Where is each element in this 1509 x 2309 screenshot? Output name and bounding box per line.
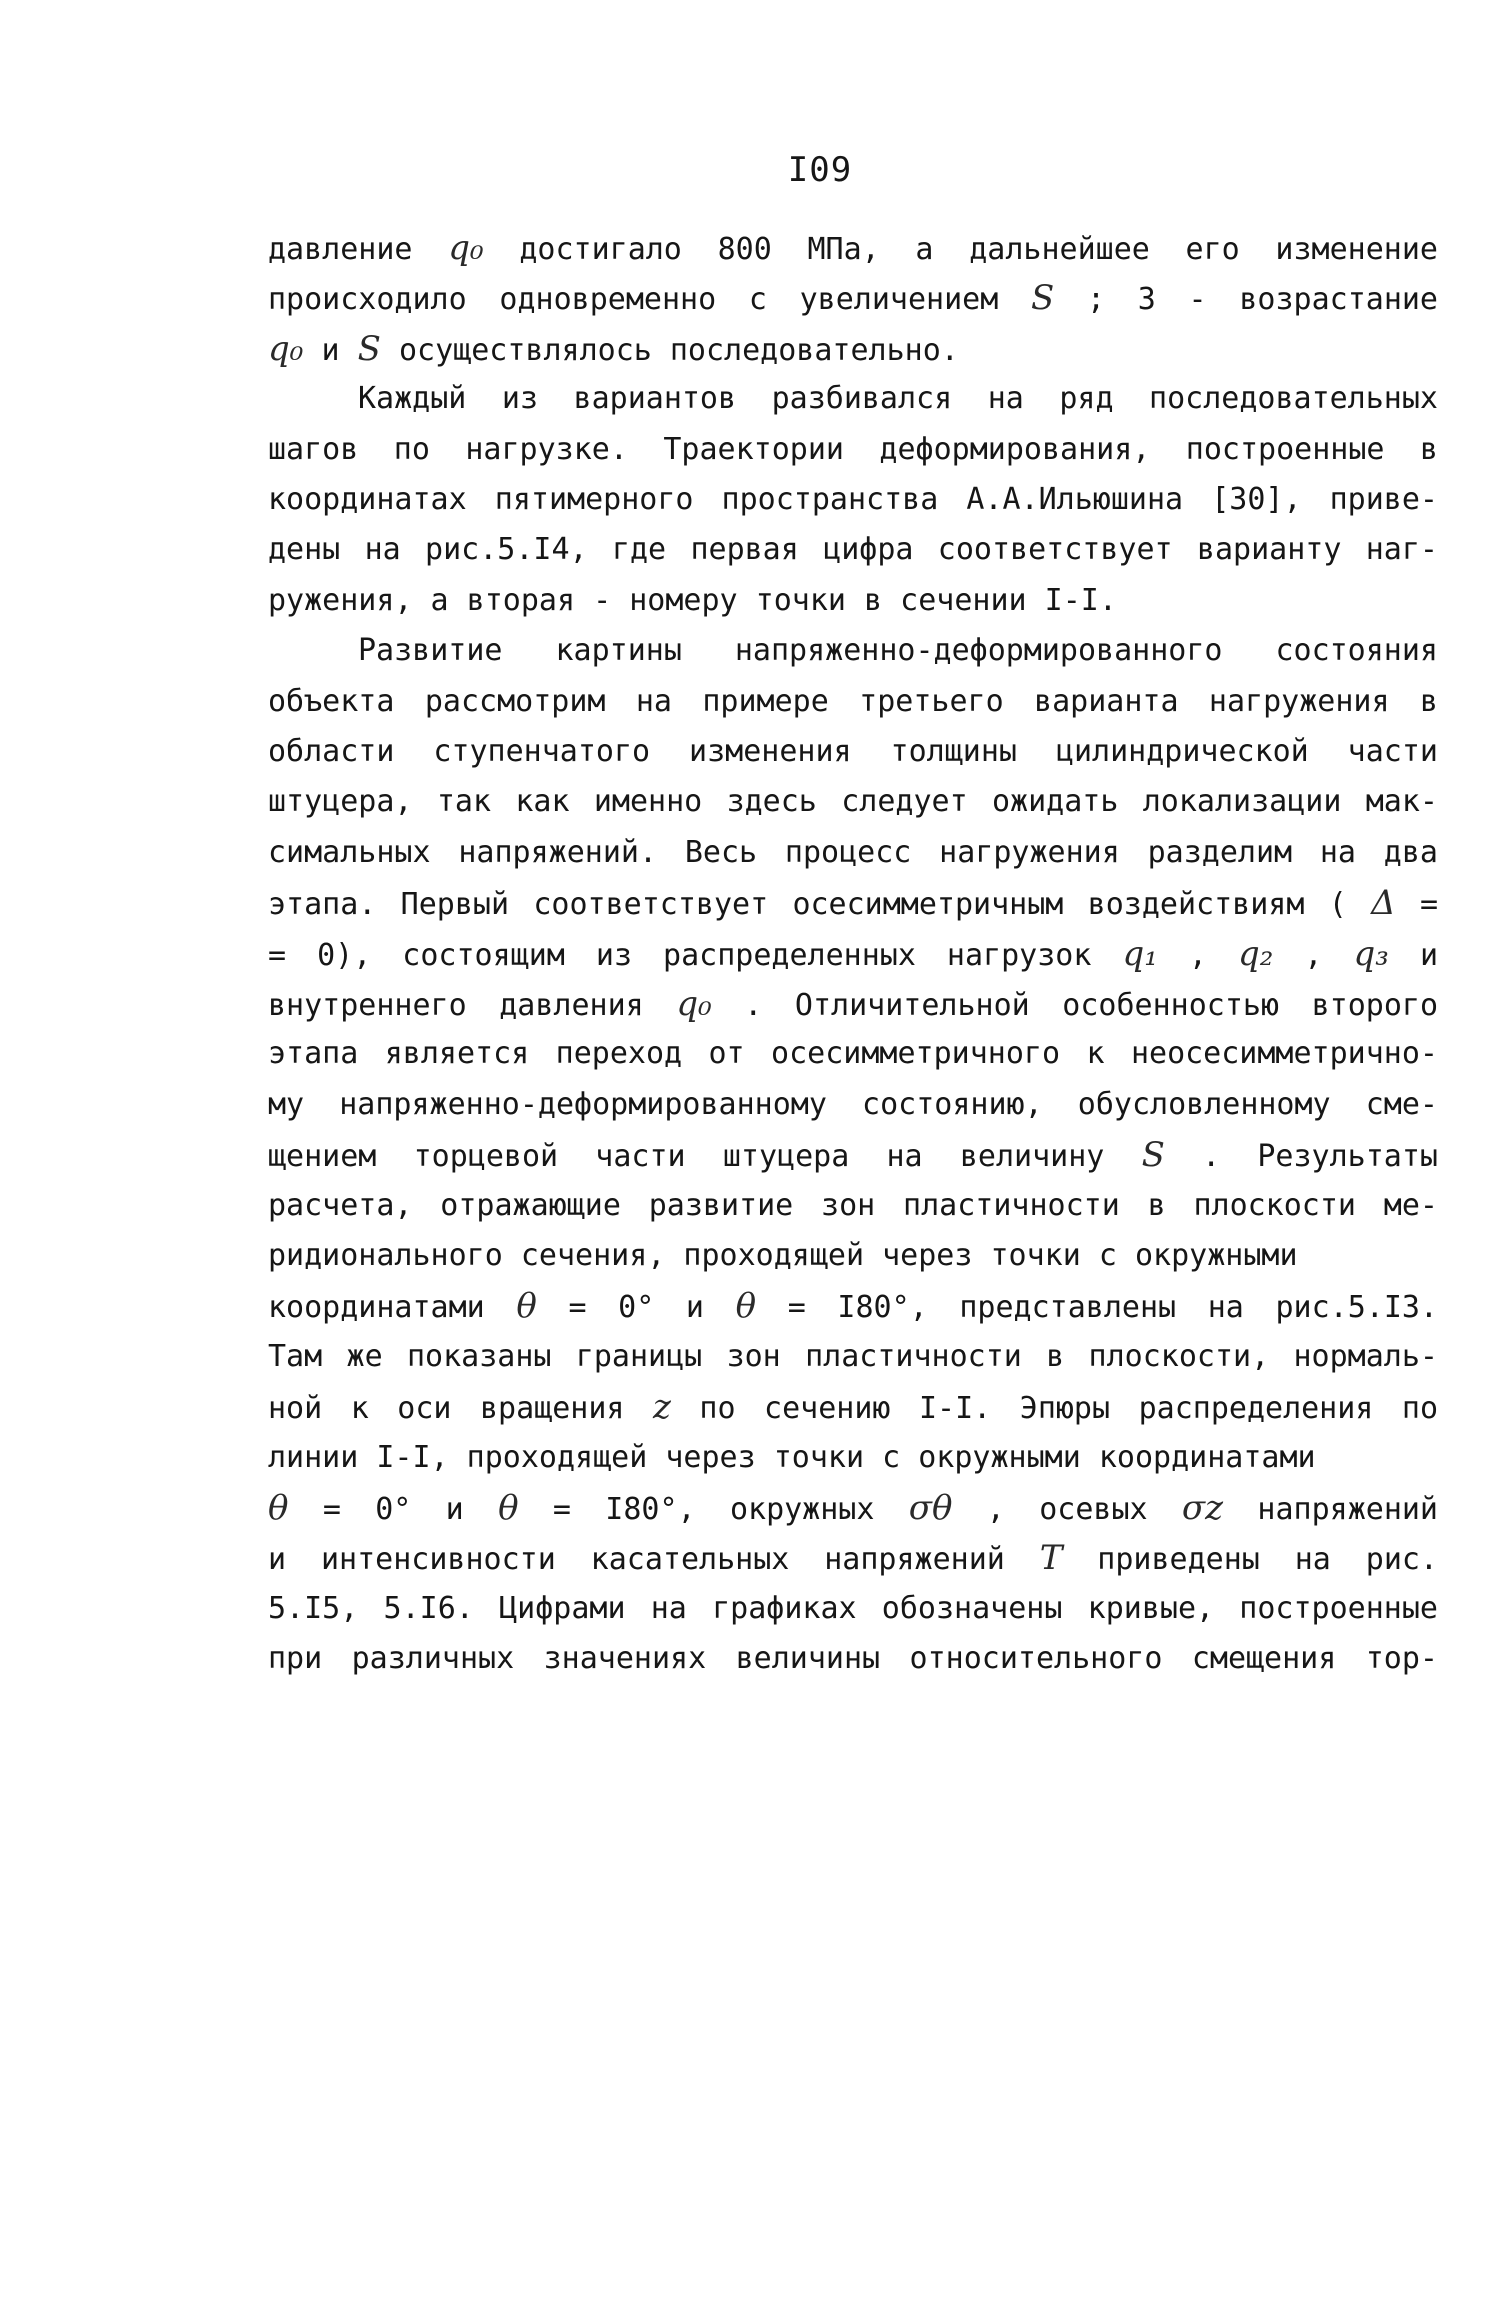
- text-fragment: этапа является переход от осесимметричного к неосесимметрично-: [268, 1036, 1438, 1072]
- handwritten-symbol: S: [357, 328, 381, 369]
- text-fragment: 5.I5, 5.I6. Цифрами на графиках обозначены кривые, построенные: [268, 1590, 1438, 1626]
- text-line: [268, 1331, 1438, 1383]
- text-fragment: достигало 800 МПа, а дальнейшее его изменение: [483, 232, 1438, 267]
- text-line: [268, 474, 1438, 526]
- text-fragment: = 0), состоящим из распределенных нагрузок: [268, 937, 1123, 973]
- text-line: [268, 272, 1438, 324]
- handwritten-symbol: θ: [735, 1286, 757, 1327]
- text-fragment: = I80°, окружных: [518, 1492, 909, 1527]
- handwritten-symbol: S: [1141, 1135, 1165, 1176]
- text-fragment: по сечению I-I. Эпюры распределения по: [670, 1391, 1438, 1427]
- text-line: [268, 928, 1438, 980]
- text-line: [268, 1633, 1438, 1685]
- text-line: [268, 1381, 1438, 1433]
- text-line: [268, 575, 1438, 627]
- text-line: [268, 877, 1438, 929]
- text-fragment: Каждый из вариантов разбивался на ряд последовательных: [358, 381, 1438, 417]
- text-fragment: му напряженно-деформированному состоянию, обусловленному сме-: [268, 1086, 1438, 1122]
- text-fragment: внутреннего давления: [268, 988, 677, 1023]
- text-fragment: ридионального сечения, проходящей через точки с окружными: [268, 1238, 1298, 1273]
- page-number: I09: [787, 150, 853, 190]
- text-fragment: области ступенчатого изменения толщины цилиндрической части: [268, 734, 1438, 769]
- text-fragment: при различных значениях величины относительного смещения тор-: [268, 1641, 1438, 1677]
- text-fragment: напряжений: [1223, 1492, 1438, 1527]
- text-line: [268, 978, 1438, 1030]
- text-fragment: и: [303, 332, 358, 368]
- handwritten-symbol: θ: [516, 1286, 537, 1327]
- text-line: [268, 1079, 1438, 1131]
- text-line: [268, 1280, 1438, 1332]
- handwritten-symbol: T: [1039, 1538, 1063, 1579]
- text-fragment: осуществлялось последовательно.: [380, 332, 959, 368]
- text-line: [268, 676, 1438, 728]
- handwritten-symbol: q₂: [1237, 933, 1274, 974]
- text-fragment: штуцера, так как именно здесь следует ожидать локализации мак-: [268, 784, 1438, 820]
- text-fragment: давление: [268, 232, 449, 267]
- handwritten-symbol: θ: [498, 1488, 519, 1528]
- handwritten-symbol: q₀: [676, 984, 712, 1024]
- text-line: [268, 323, 1438, 375]
- text-fragment: и интенсивности касательных напряжений: [268, 1542, 1040, 1578]
- text-line: [268, 1028, 1438, 1080]
- text-fragment: координатах пятимерного пространства А.А.Ильюшина [30], приве-: [268, 482, 1438, 517]
- text-line: [268, 776, 1438, 828]
- text-fragment: шагов по нагрузке. Траектории деформирования, построенные в: [268, 431, 1438, 467]
- text-fragment: расчета, отражающие развитие зон пластичности в плоскости ме-: [268, 1187, 1438, 1223]
- text-line: [268, 1230, 1438, 1282]
- text-fragment: . Отличительной особенностью второго: [711, 988, 1438, 1023]
- handwritten-symbol: σθ: [908, 1488, 953, 1528]
- text-line: [268, 1583, 1438, 1635]
- text-line: [358, 625, 1438, 677]
- text-fragment: ружения, а вторая - номеру точки в сечении I-I.: [268, 582, 1117, 618]
- text-line: [268, 827, 1438, 879]
- text-line: [268, 1432, 1438, 1484]
- text-fragment: и: [1388, 937, 1438, 973]
- text-fragment: Там же показаны границы зон пластичности в плоскости, нормаль-: [268, 1338, 1438, 1374]
- handwritten-symbol: θ: [268, 1488, 289, 1528]
- text-fragment: ; 3 - возрастание: [1054, 282, 1438, 318]
- handwritten-symbol: S: [1031, 278, 1055, 319]
- text-fragment: дены на рис.5.I4, где первая цифра соответствует варианту наг-: [268, 532, 1438, 568]
- text-fragment: линии I-I, проходящей через точки с окружными координатами: [268, 1439, 1316, 1475]
- text-fragment: ной к оси вращения: [268, 1391, 653, 1427]
- text-fragment: объекта рассмотрим на примере третьего варианта нагружения в: [268, 683, 1438, 719]
- text-fragment: ,: [1157, 937, 1238, 973]
- text-fragment: ,: [1273, 937, 1354, 973]
- text-line: [268, 1129, 1438, 1181]
- text-fragment: = I80°, представлены на рис.5.I3.: [756, 1290, 1438, 1326]
- handwritten-symbol: z: [652, 1387, 671, 1428]
- text-fragment: приведены на рис.: [1062, 1542, 1438, 1578]
- text-line: [358, 373, 1438, 425]
- text-fragment: этапа. Первый соответствует осесимметричным воздействиям (: [268, 887, 1372, 923]
- text-line: [268, 726, 1438, 778]
- text-fragment: = 0° и: [536, 1290, 736, 1326]
- text-line: [268, 1532, 1438, 1584]
- text-fragment: . Результаты: [1164, 1139, 1438, 1175]
- text-fragment: происходило одновременно с увеличением: [268, 282, 1031, 318]
- text-line: [268, 1482, 1438, 1534]
- text-fragment: координатами: [268, 1290, 517, 1326]
- handwritten-symbol: q₀: [268, 328, 304, 369]
- text-fragment: симальных напряжений. Весь процесс нагружения разделим на два: [268, 834, 1438, 870]
- text-line: [268, 222, 1438, 274]
- text-line: [268, 1180, 1438, 1232]
- handwritten-symbol: σz: [1181, 1488, 1224, 1528]
- text-line: [268, 424, 1438, 476]
- handwritten-symbol: q₁: [1122, 933, 1158, 974]
- handwritten-symbol: q₀: [448, 228, 484, 268]
- text-fragment: , осевых: [952, 1492, 1182, 1527]
- text-fragment: Развитие картины напряженно-деформированного состояния: [358, 633, 1438, 669]
- text-fragment: = 0° и: [288, 1492, 499, 1527]
- text-fragment: щением торцевой части штуцера на величину: [268, 1139, 1142, 1175]
- handwritten-symbol: Δ: [1371, 883, 1396, 924]
- handwritten-symbol: q₃: [1353, 933, 1389, 974]
- text-fragment: =: [1395, 887, 1438, 923]
- text-line: [268, 524, 1438, 576]
